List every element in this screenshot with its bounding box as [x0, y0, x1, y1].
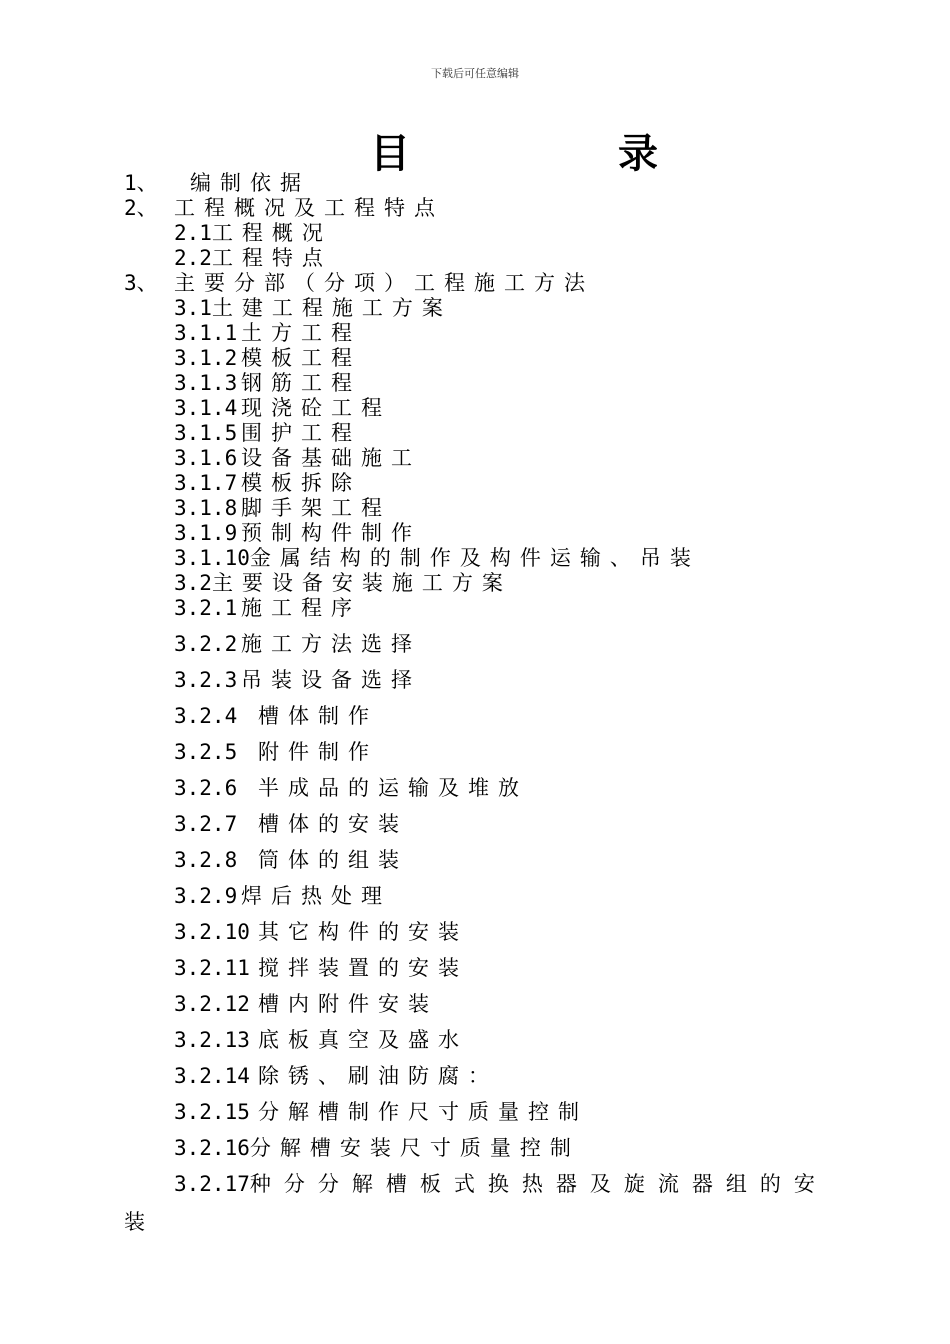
toc-entry — [174, 320, 361, 346]
toc-number: 3.2.17 — [174, 1172, 250, 1196]
toc-entry — [174, 220, 332, 246]
toc-entry — [174, 811, 408, 837]
toc-text: 预制构件制作 — [241, 521, 421, 545]
toc-number: 2.1 — [174, 221, 212, 245]
toc-entry — [174, 631, 421, 657]
toc-entry — [174, 395, 391, 421]
toc-entry — [124, 270, 594, 296]
toc-number: 3.1.4 — [174, 396, 238, 420]
toc-entry — [174, 847, 408, 873]
toc-entry — [174, 991, 438, 1017]
toc-text: 筒体的组装 — [258, 848, 408, 872]
toc-number: 3.2 — [174, 571, 212, 595]
toc-number: 3.2.13 — [174, 1028, 250, 1052]
toc-text-continuation: 装 — [124, 1210, 145, 1234]
toc-number: 3.1.3 — [174, 371, 238, 395]
toc-text: 围护工程 — [241, 421, 361, 445]
toc-text: 主要分部（分项）工程施工方法 — [174, 271, 594, 295]
toc-entry — [174, 245, 332, 271]
toc-entry — [174, 495, 391, 521]
toc-text: 焊后热处理 — [241, 884, 391, 908]
toc-text: 施工程序 — [241, 596, 361, 620]
toc-number: 3.2.2 — [174, 632, 238, 656]
toc-text: 分解槽制作尺寸质量控制 — [258, 1100, 588, 1124]
toc-text: 搅拌装置的安装 — [258, 956, 468, 980]
toc-text: 设备基础施工 — [241, 446, 421, 470]
page-title — [370, 122, 658, 179]
toc-entry — [174, 775, 528, 801]
title-char-1: 目 — [370, 130, 410, 177]
toc-number: 3.1.7 — [174, 471, 238, 495]
toc-entry — [174, 445, 421, 471]
toc-number: 3.2.14 — [174, 1064, 250, 1088]
toc-text: 工程特点 — [211, 246, 332, 270]
toc-number: 3.2.8 — [174, 848, 238, 872]
toc-number: 3.2.12 — [174, 992, 250, 1016]
toc-text: 半成品的运输及堆放 — [258, 776, 528, 800]
toc-text: 土方工程 — [241, 321, 361, 345]
toc-text: 模板工程 — [241, 346, 361, 370]
toc-text: 现浇砼工程 — [241, 396, 391, 420]
toc-entry — [174, 370, 361, 396]
toc-number: 2、 — [124, 196, 158, 220]
toc-text: 吊装设备选择 — [241, 668, 421, 692]
toc-text: 主要设备安装施工方案 — [211, 571, 512, 595]
toc-number: 3.1.1 — [174, 321, 238, 345]
toc-text: 工程概况及工程特点 — [174, 196, 444, 220]
toc-number: 3.1.2 — [174, 346, 238, 370]
toc-entry — [174, 703, 378, 729]
toc-entry — [174, 1063, 498, 1089]
toc-number: 3.1.6 — [174, 446, 238, 470]
toc-text: 槽体的安装 — [258, 812, 408, 836]
toc-entry — [174, 1099, 588, 1125]
toc-entry — [174, 1135, 580, 1161]
toc-text: 金属结构的制作及构件运输、吊装 — [249, 546, 700, 570]
toc-entry — [124, 170, 310, 196]
toc-text: 钢筋工程 — [241, 371, 361, 395]
toc-number: 2.2 — [174, 246, 212, 270]
toc-text: 槽内附件安装 — [258, 992, 438, 1016]
toc-number: 3.1 — [174, 296, 212, 320]
toc-text: 槽体制作 — [258, 704, 378, 728]
toc-text: 工程概况 — [211, 221, 332, 245]
toc-number: 3.1.9 — [174, 521, 238, 545]
toc-entry — [174, 955, 468, 981]
toc-number: 3.2.6 — [174, 776, 238, 800]
toc-text: 脚手架工程 — [241, 496, 391, 520]
toc-text: 底板真空及盛水 — [258, 1028, 468, 1052]
toc-number: 3.2.11 — [174, 956, 250, 980]
toc-text: 附件制作 — [258, 740, 378, 764]
toc-entry — [174, 420, 361, 446]
toc-entry — [174, 667, 421, 693]
toc-entry — [174, 570, 512, 596]
toc-entry — [124, 195, 444, 221]
toc-text: 除锈、刷油防腐： — [258, 1064, 498, 1088]
toc-number: 3.2.3 — [174, 668, 238, 692]
toc-number: 3.1.8 — [174, 496, 238, 520]
toc-entry — [174, 883, 391, 909]
toc-entry — [174, 545, 700, 571]
toc-number: 3.2.7 — [174, 812, 238, 836]
toc-text: 其它构件的安装 — [258, 920, 468, 944]
toc-entry — [174, 1027, 468, 1053]
toc-entry — [174, 919, 468, 945]
title-char-2: 录 — [618, 130, 658, 177]
toc-text: 分解槽安装尺寸质量控制 — [249, 1136, 580, 1160]
toc-entry — [174, 1171, 828, 1197]
toc-number: 3.2.16 — [174, 1136, 250, 1160]
toc-number: 3.2.9 — [174, 884, 238, 908]
toc-number: 3、 — [124, 271, 158, 295]
toc-entry — [174, 520, 421, 546]
toc-entry — [174, 295, 452, 321]
toc-number: 3.2.10 — [174, 920, 250, 944]
toc-entry — [174, 345, 361, 371]
toc-number: 3.2.5 — [174, 740, 238, 764]
header-note: 下载后可任意编辑 — [431, 67, 519, 80]
toc-text: 施工方法选择 — [241, 632, 421, 656]
toc-text: 种分分解槽板式换热器及旋流器组的安 — [249, 1172, 828, 1196]
toc-entry — [174, 595, 361, 621]
toc-number: 3.2.1 — [174, 596, 238, 620]
toc-text: 土建工程施工方案 — [211, 296, 452, 320]
toc-number: 3.2.4 — [174, 704, 238, 728]
toc-text: 模板拆除 — [241, 471, 361, 495]
toc-text: 编制依据 — [190, 171, 310, 195]
toc-number: 3.1.10 — [174, 546, 250, 570]
toc-entry — [174, 470, 361, 496]
toc-number: 3.1.5 — [174, 421, 238, 445]
toc-number: 1、 — [124, 171, 158, 195]
toc-entry — [174, 739, 378, 765]
toc-number: 3.2.15 — [174, 1100, 250, 1124]
